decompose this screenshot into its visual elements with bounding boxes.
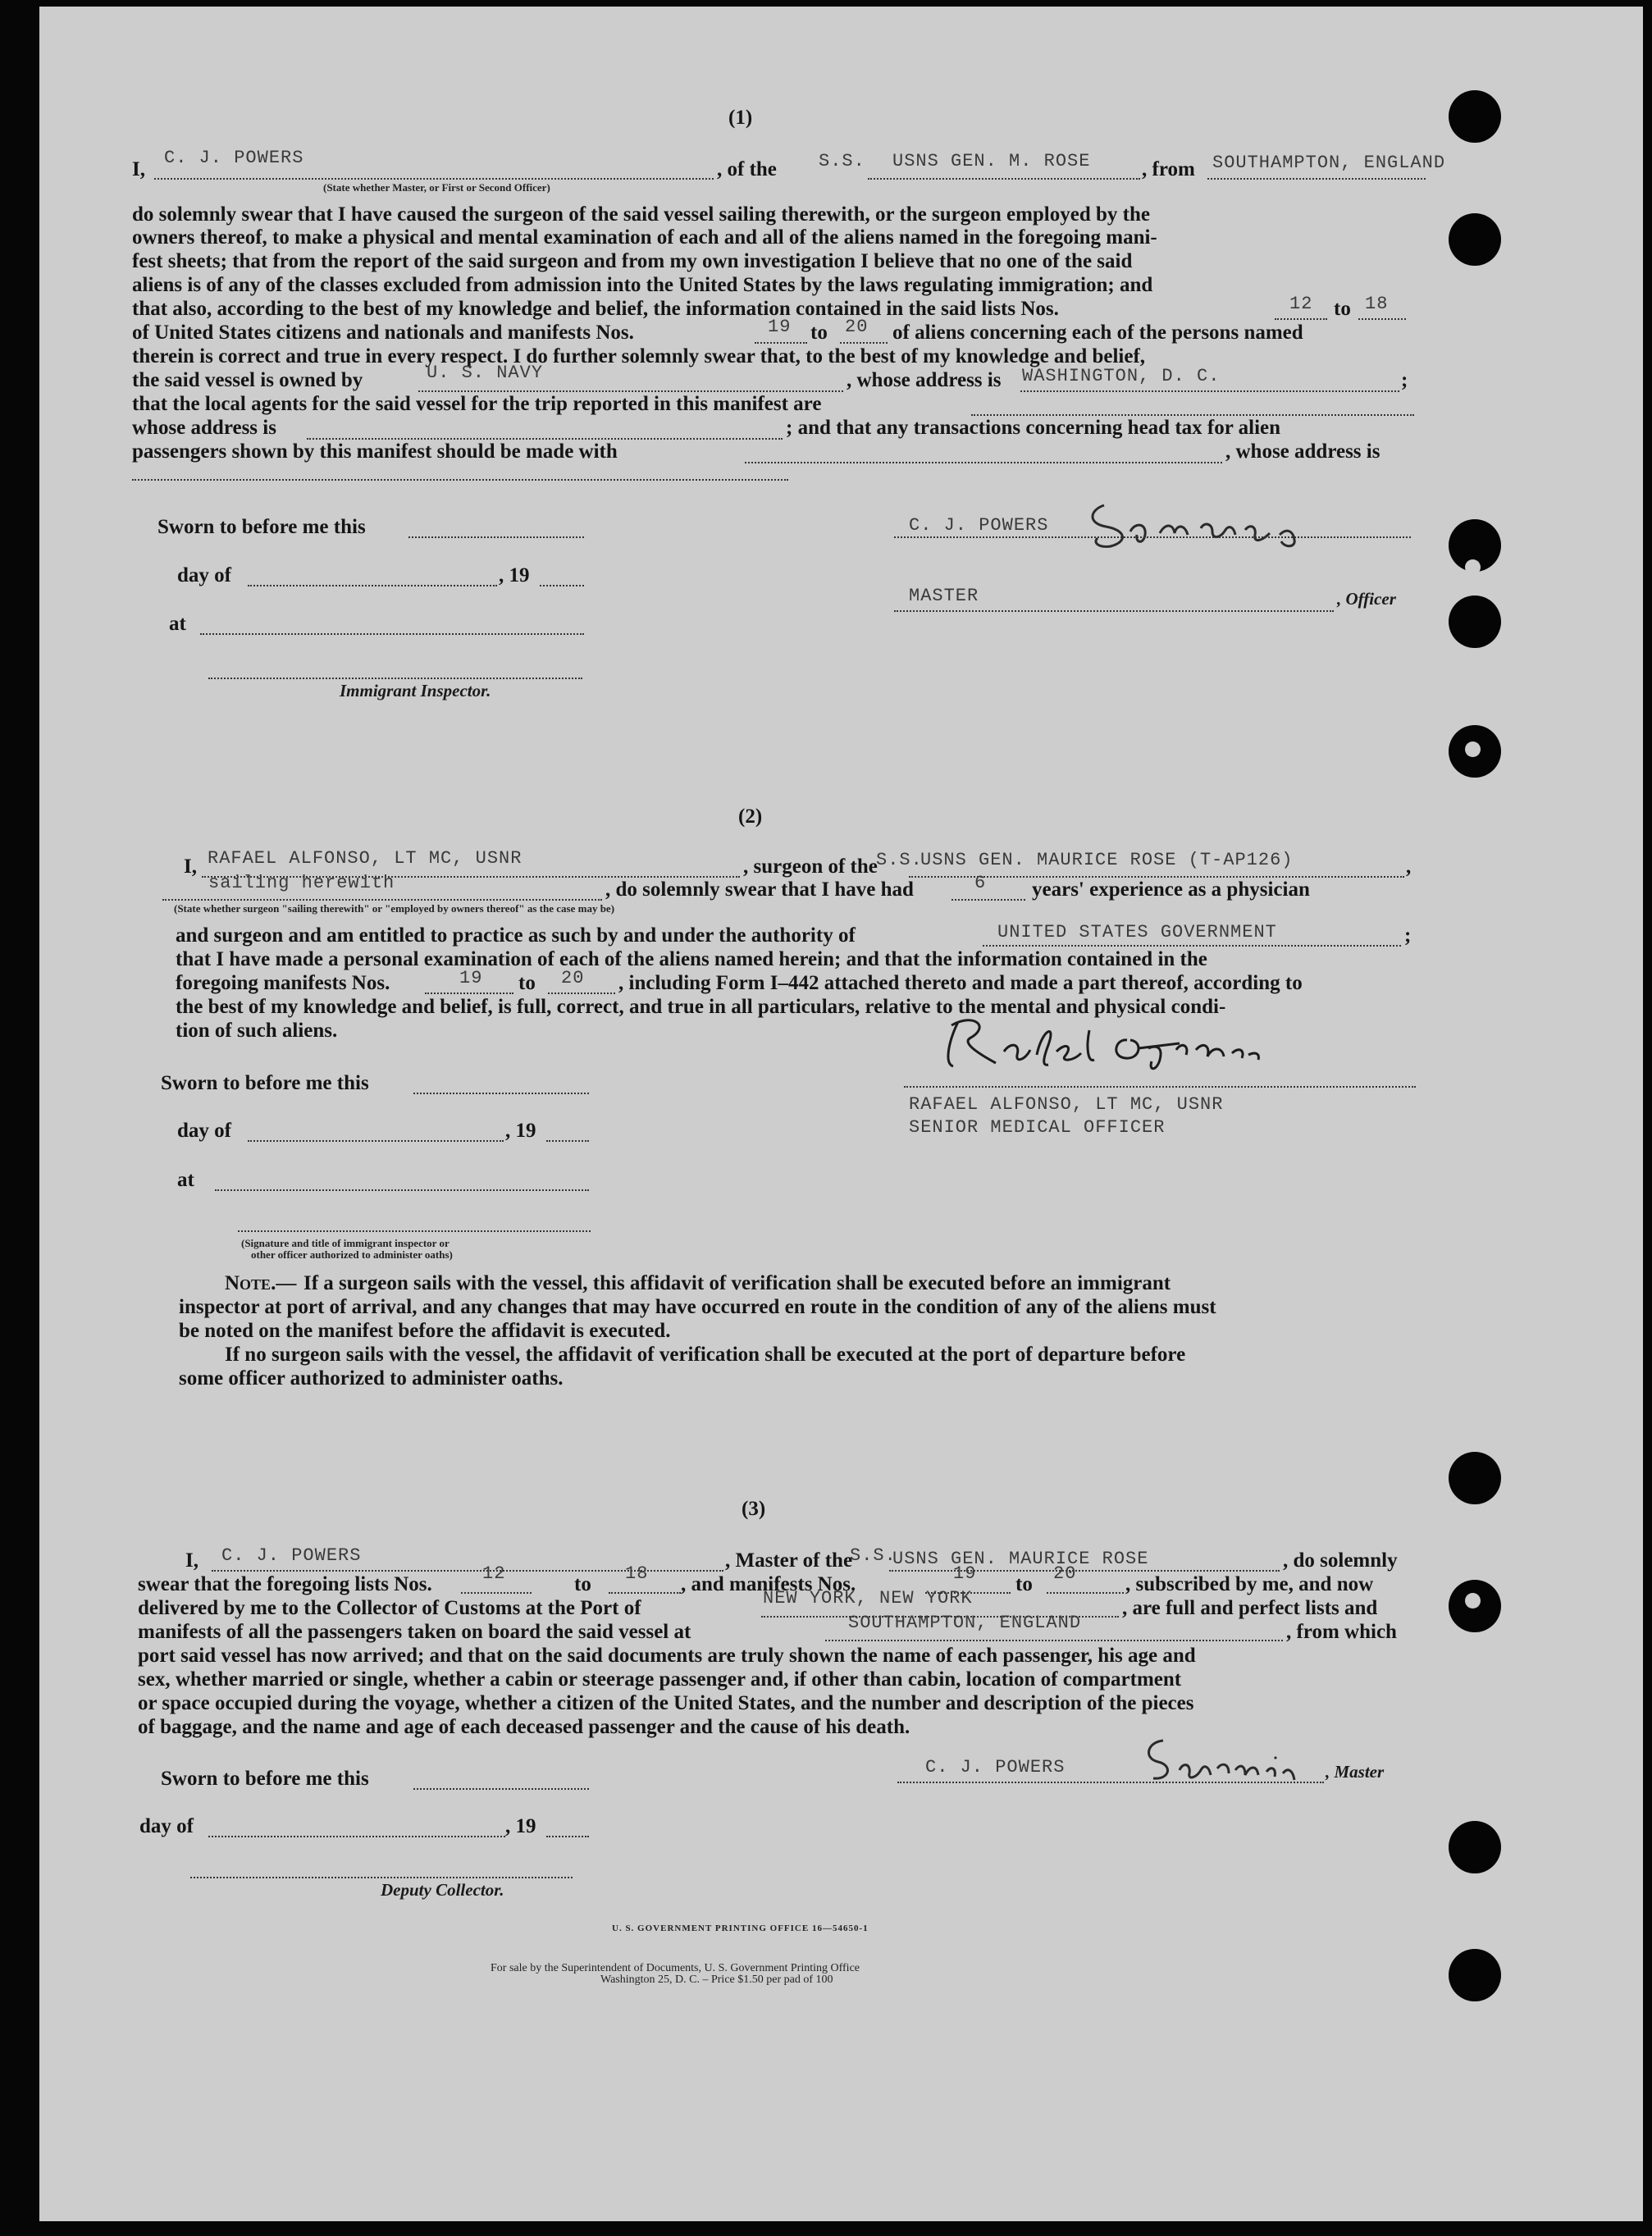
to-label: to	[518, 972, 536, 994]
to-label: to	[1334, 298, 1351, 320]
note-text-line: some officer authorized to administer oaths.	[179, 1367, 564, 1390]
ss-mark: S.S.	[819, 151, 865, 171]
oath-text-line: of baggage, and the name and age of each deceased passenger and the cause of his death.	[138, 1716, 910, 1738]
printing-office-line: U. S. GOVERNMENT PRINTING OFFICE 16—54650-1	[612, 1923, 869, 1933]
manifest-to-value: 20	[845, 317, 869, 337]
oath-text-line: passengers shown by this manifest should be made with	[132, 440, 618, 463]
sworn-label: Sworn to before me this	[161, 1072, 369, 1094]
of-the-label: , of the	[717, 158, 777, 180]
master-name-value: C. J. POWERS	[164, 148, 304, 168]
sale-notice: Washington 25, D. C. – Price $1.50 per pad of 100	[600, 1974, 833, 1986]
oath-text-line: , including Form I–442 attached thereto and made a part thereof, according to	[618, 972, 1303, 994]
punctuation: ;	[1404, 924, 1412, 947]
sworn-label: Sworn to before me this	[161, 1768, 369, 1790]
master-signature	[1081, 489, 1327, 554]
surgeon-title-typed: SENIOR MEDICAL OFFICER	[909, 1117, 1166, 1138]
oath-text-line: do solemnly swear that I have caused the surgeon of the said vessel sailing therewith, or the surgeon employed by the	[132, 203, 1150, 226]
oath-text-line: sex, whether married or single, whether a cabin or steerage passenger and, if other than cabin, location of compartment	[138, 1668, 1182, 1691]
punctuation: ;	[1401, 369, 1408, 391]
oath-text-line: swear that the foregoing lists Nos.	[138, 1573, 432, 1595]
port-value: NEW YORK, NEW YORK	[763, 1588, 973, 1609]
manifest-from-value: 19	[459, 968, 483, 988]
officer-note: (State whether Master, or First or Second Officer)	[323, 181, 550, 194]
binder-hole	[1449, 1452, 1501, 1504]
experience-label: , do solemnly swear that I have had	[605, 878, 914, 901]
signer-name-value: C. J. POWERS	[909, 515, 1049, 536]
section-heading: (1)	[728, 107, 753, 129]
to-label: to	[1015, 1573, 1033, 1595]
oath-text-line: or space occupied during the voyage, whether a citizen of the United States, and the number and description of the pieces	[138, 1692, 1194, 1714]
oath-text-line: that also, according to the best of my knowledge and belief, the information contained in the said lists Nos.	[132, 298, 1059, 320]
master-of-label: , Master of the	[725, 1549, 853, 1572]
from-label: , from	[1142, 158, 1195, 180]
pronoun-label: I,	[185, 1549, 199, 1572]
manifest-from-value: 19	[953, 1563, 977, 1584]
lists-from-value: 12	[482, 1563, 506, 1584]
from-port-value: SOUTHAMPTON, ENGLAND	[848, 1613, 1082, 1633]
signer-name-value: C. J. POWERS	[925, 1757, 1066, 1777]
oath-text-line: the best of my knowledge and belief, is full, correct, and true in all particulars, relative to the mental and physical condi-	[176, 996, 1226, 1018]
oath-text-line: that I have made a personal examination of each of the aliens named herein; and that the information contained in the	[176, 948, 1207, 970]
binder-hole	[1449, 1949, 1501, 2001]
oath-text-line: port said vessel has now arrived; and that on the said documents are truly shown the name of each passenger, his age and	[138, 1645, 1196, 1667]
master-name-value: C. J. POWERS	[221, 1545, 362, 1566]
owner-value: U. S. NAVY	[427, 363, 544, 383]
surgeon-signature	[933, 1006, 1311, 1079]
oath-text-line: fest sheets; that from the report of the said surgeon and from my own investigation I believe that no one of the said	[132, 250, 1133, 272]
oath-text-line: aliens is of any of the classes excluded from admission into the United States by the laws regulating immigration; and	[132, 274, 1153, 296]
owned-by-label: the said vessel is owned by	[132, 369, 363, 391]
pronoun-label: I,	[184, 856, 197, 878]
vessel-name-value: USNS GEN. MAURICE ROSE (T-AP126)	[920, 850, 1294, 870]
to-label: to	[810, 322, 828, 344]
note-text-line: If a surgeon sails with the vessel, this affidavit of verification shall be executed before an immigrant	[303, 1272, 1171, 1294]
year-label: , 19	[499, 564, 530, 586]
oath-text-line: of United States citizens and nationals and manifests Nos.	[132, 322, 634, 344]
years-value: 6	[974, 873, 987, 893]
oath-text-line: , are full and perfect lists and	[1122, 1597, 1378, 1619]
lists-to-value: 18	[1365, 294, 1389, 314]
day-of-label: day of	[139, 1815, 194, 1837]
note-text-line: If no surgeon sails with the vessel, the affidavit of verification shall be executed at the port of departure before	[225, 1344, 1186, 1366]
vessel-name-value: USNS GEN. M. ROSE	[892, 151, 1091, 171]
oath-text-line: and surgeon and am entitled to practice as such by and under the authority of	[176, 924, 856, 947]
signature-note: other officer authorized to administer oaths)	[251, 1248, 453, 1261]
sailing-status-value: sailing herewith	[208, 873, 395, 893]
binder-hole	[1449, 596, 1501, 648]
binder-hole	[1449, 90, 1501, 143]
day-of-label: day of	[177, 1120, 231, 1142]
oath-text-line: , from which	[1286, 1621, 1397, 1643]
oath-text-line: owners thereof, to make a physical and mental examination of each and all of the aliens named in the foregoing mani-	[132, 226, 1157, 249]
sworn-label: Sworn to before me this	[157, 516, 366, 538]
binder-hole	[1449, 213, 1501, 266]
surgeon-name-typed: RAFAEL ALFONSO, LT MC, USNR	[909, 1094, 1224, 1115]
section-heading: (3)	[742, 1498, 766, 1520]
document-page	[39, 7, 1643, 2221]
master-signature-2	[1130, 1729, 1327, 1795]
oath-text-line: , and manifests Nos.	[681, 1573, 856, 1595]
master-caption: , Master	[1326, 1762, 1385, 1782]
authority-value: UNITED STATES GOVERNMENT	[997, 922, 1277, 942]
punctuation: ,	[1406, 856, 1412, 878]
ss-mark: S.S.	[876, 850, 923, 870]
to-label: to	[574, 1573, 591, 1595]
manifest-to-value: 20	[561, 968, 585, 988]
oath-text-line: delivered by me to the Collector of Customs at the Port of	[138, 1597, 641, 1619]
collector-caption: Deputy Collector.	[381, 1880, 504, 1900]
manifest-to-value: 20	[1053, 1563, 1077, 1584]
oath-text-line: , whose address is	[1225, 440, 1380, 463]
oath-text-line: ; and that any transactions concerning head tax for alien	[786, 417, 1281, 439]
from-port-value: SOUTHAMPTON, ENGLAND	[1212, 153, 1446, 173]
oath-text-line: manifests of all the passengers taken on board the said vessel at	[138, 1621, 691, 1643]
officer-title-value: MASTER	[909, 586, 979, 606]
oath-text-line: whose address is	[132, 417, 276, 439]
section-heading: (2)	[738, 805, 763, 828]
at-label: at	[169, 613, 186, 635]
whose-address-label: , whose address is	[847, 369, 1002, 391]
day-of-label: day of	[177, 564, 231, 586]
owner-address-value: WASHINGTON, D. C.	[1022, 366, 1221, 386]
experience-label-end: years' experience as a physician	[1032, 878, 1310, 901]
ss-mark: S.S.	[850, 1545, 897, 1566]
surgeon-note: (State whether surgeon "sailing therewith" or "employed by owners thereof" as the case may be)	[174, 902, 615, 915]
inspector-caption: Immigrant Inspector.	[340, 681, 491, 700]
year-label: , 19	[505, 1815, 536, 1837]
surgeon-of-label: , surgeon of the	[743, 856, 878, 878]
oath-text-line: therein is correct and true in every respect. I do further solemnly swear that, to the best of my knowledge and belief,	[132, 345, 1146, 367]
sale-notice: For sale by the Superintendent of Documents, U. S. Government Printing Office	[491, 1962, 860, 1974]
oath-text-line: , do solemnly	[1283, 1549, 1398, 1572]
year-label: , 19	[505, 1120, 536, 1142]
lists-from-value: 12	[1289, 294, 1313, 314]
oath-text-line: that the local agents for the said vessel for the trip reported in this manifest are	[132, 393, 822, 415]
note-text-line: be noted on the manifest before the affidavit is executed.	[179, 1320, 671, 1342]
vessel-name-value: USNS GEN. MAURICE ROSE	[892, 1549, 1149, 1569]
pronoun-label: I,	[132, 158, 145, 180]
officer-caption: , Officer	[1337, 589, 1396, 609]
binder-hole	[1449, 1821, 1501, 1873]
lists-to-value: 18	[625, 1563, 649, 1584]
oath-text-line: tion of such aliens.	[176, 1020, 338, 1042]
manifest-from-value: 19	[768, 317, 792, 337]
at-label: at	[177, 1169, 194, 1191]
oath-text-line: of aliens concerning each of the persons named	[892, 322, 1303, 344]
note-label: Note.—	[225, 1272, 297, 1294]
oath-text-line: , subscribed by me, and now	[1125, 1573, 1374, 1595]
note-text-line: inspector at port of arrival, and any changes that may have occurred en route in the condition of any of the aliens must	[179, 1296, 1216, 1318]
surgeon-name-value: RAFAEL ALFONSO, LT MC, USNR	[208, 848, 523, 869]
signature-note: (Signature and title of immigrant inspector or	[241, 1237, 450, 1249]
oath-text-line: foregoing manifests Nos.	[176, 972, 390, 994]
